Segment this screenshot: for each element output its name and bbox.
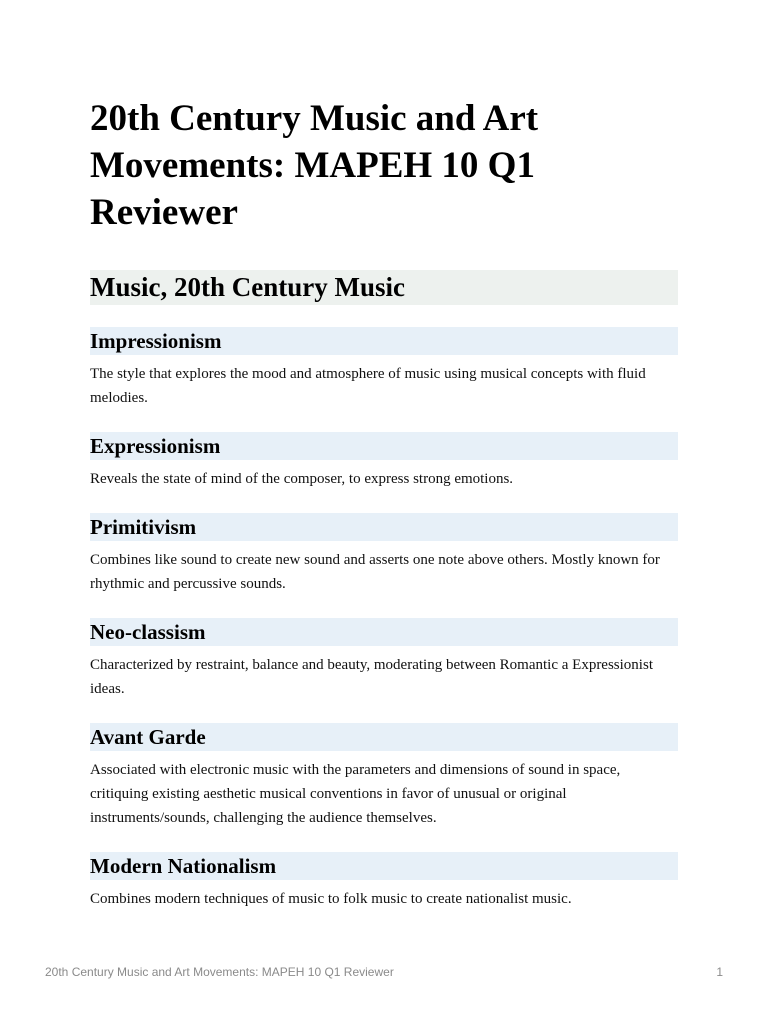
document-page	[90, 95, 678, 911]
document-title: 20th Century Music and Art Movements: MAPEH 10 Q1 Reviewer	[90, 98, 539, 233]
topic-description: Combines modern techniques of music to folk music to create nationalist music.	[90, 891, 572, 907]
section-heading-music: Music, 20th Century Music	[90, 270, 678, 305]
topic-heading: Expressionism	[90, 432, 678, 460]
topic-heading: Avant Garde	[90, 723, 678, 751]
topic-description: Reveals the state of mind of the composer, to express strong emotions.	[90, 471, 514, 487]
topic-description: Combines like sound to create new sound and asserts one note above others. Mostly known for rhythmic and percussive sounds.	[90, 552, 660, 592]
topic-modern-nationalism	[90, 852, 678, 911]
topic-impressionism	[90, 327, 678, 410]
topic-expressionism	[90, 432, 678, 491]
topic-heading: Impressionism	[90, 327, 678, 355]
topic-heading: Neo-classism	[90, 618, 678, 646]
topic-primitivism	[90, 513, 678, 596]
page-number: 1	[716, 965, 723, 979]
topic-heading: Modern Nationalism	[90, 852, 678, 880]
page-footer	[45, 965, 723, 979]
topic-heading: Primitivism	[90, 513, 678, 541]
topic-avant-garde	[90, 723, 678, 830]
topic-description: The style that explores the mood and atmosphere of music using musical concepts with fluid melodies.	[90, 366, 646, 406]
footer-title: 20th Century Music and Art Movements: MAPEH 10 Q1 Reviewer	[45, 965, 394, 979]
topic-description: Characterized by restraint, balance and beauty, moderating between Romantic a Expressionist ideas.	[90, 657, 653, 697]
topic-description: Associated with electronic music with the parameters and dimensions of sound in space, critiquing existing aesthetic musical conventions in favor of unusual or original instruments/sounds, challenging the audience themselves.	[90, 762, 621, 826]
topic-neo-classism	[90, 618, 678, 701]
